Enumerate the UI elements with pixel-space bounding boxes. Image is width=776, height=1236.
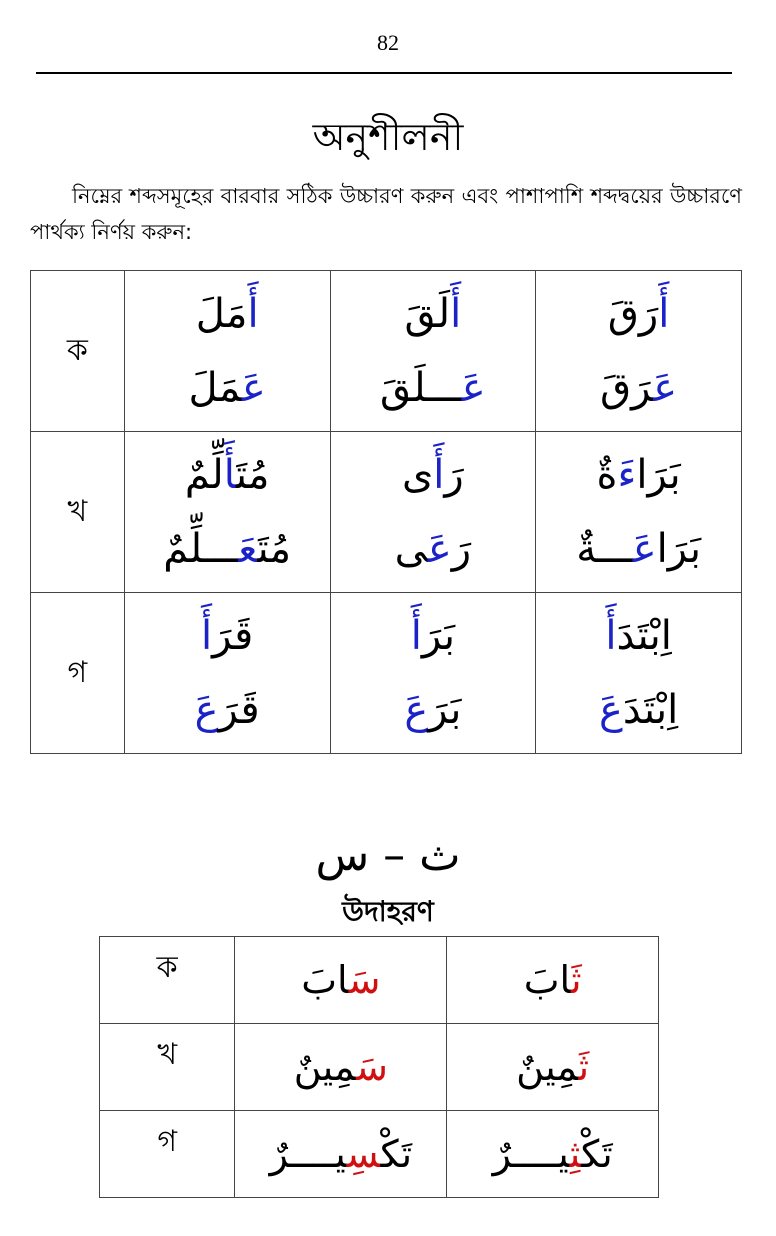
hamza-word: اِبْتَدَأَ (605, 613, 672, 659)
tha-word: ثَمِينٌ (516, 1045, 590, 1089)
table-row (100, 937, 659, 1024)
ain-word: مُتَعَـــلِّمٌ (163, 526, 292, 572)
sin-word-cell (235, 937, 447, 1024)
exercise-table (30, 270, 742, 754)
ain-word: بَرَعَ (404, 687, 462, 733)
tha-word-cell (447, 1024, 659, 1111)
row-label: গ (31, 593, 125, 754)
ain-word: قَرَعَ (194, 687, 260, 733)
table-row (31, 432, 742, 593)
header-rule (36, 72, 732, 74)
table-row (100, 1111, 659, 1198)
ain-word: بَرَاعَـــةٌ (576, 526, 701, 572)
hamza-word: أَرَقَ (607, 291, 670, 337)
word-pair-cell (330, 593, 536, 754)
ain-word: عَـــلَقَ (380, 365, 486, 411)
page-title: অনুশীলনী (312, 115, 464, 159)
sin-word: تَكْسِيــــرٌ (269, 1132, 413, 1176)
row-label: ক (100, 937, 235, 1024)
tha-word: ثَابَ (523, 958, 582, 1002)
ain-word: رَعَى (394, 526, 472, 572)
table-row (31, 271, 742, 432)
row-label: খ (31, 432, 125, 593)
hamza-word: بَرَأَ (410, 613, 456, 659)
tha-word: تَكْثِيــــرٌ (492, 1132, 613, 1176)
instruction-text: নিম্নের শব্দসমূহের বারবার সঠিক উচ্চারণ করুন এবং পাশাপাশি শব্দদ্বয়ের উচ্চারণে পার্থক্য নির্ণয় করুন: (30, 184, 742, 244)
hamza-word: أَلَقَ (404, 291, 462, 337)
page-number: 82 (377, 30, 399, 55)
word-pair-cell (124, 271, 330, 432)
word-pair-cell (536, 432, 742, 593)
word-pair-cell (124, 432, 330, 593)
row-label: গ (100, 1111, 235, 1198)
word-pair-cell (330, 271, 536, 432)
hamza-word: قَرَأَ (200, 613, 254, 659)
hamza-word: رَأَى (401, 452, 464, 498)
hamza-word: بَرَاءَةٌ (596, 452, 681, 498)
examples-title: উদাহরণ (342, 895, 434, 928)
table-row (100, 1024, 659, 1111)
hamza-word: أَمَلَ (195, 291, 259, 337)
letter-pair-heading: ث – س (315, 830, 461, 881)
ain-word: عَرَقَ (600, 365, 678, 411)
word-pair-cell (124, 593, 330, 754)
row-label: খ (100, 1024, 235, 1111)
ain-word: اِبْتَدَعَ (599, 687, 679, 733)
tha-word-cell (447, 1111, 659, 1198)
tha-word-cell (447, 937, 659, 1024)
word-pair-cell (330, 432, 536, 593)
examples-table (99, 936, 659, 1198)
row-label: ক (31, 271, 125, 432)
table-row (31, 593, 742, 754)
ain-word: عَمَلَ (188, 365, 266, 411)
word-pair-cell (536, 593, 742, 754)
sin-word: سَمِينٌ (293, 1045, 388, 1089)
hamza-word: مُتَأَلِّمٌ (184, 452, 270, 498)
sin-word-cell (235, 1024, 447, 1111)
word-pair-cell (536, 271, 742, 432)
sin-word-cell (235, 1111, 447, 1198)
sin-word: سَابَ (301, 958, 381, 1002)
